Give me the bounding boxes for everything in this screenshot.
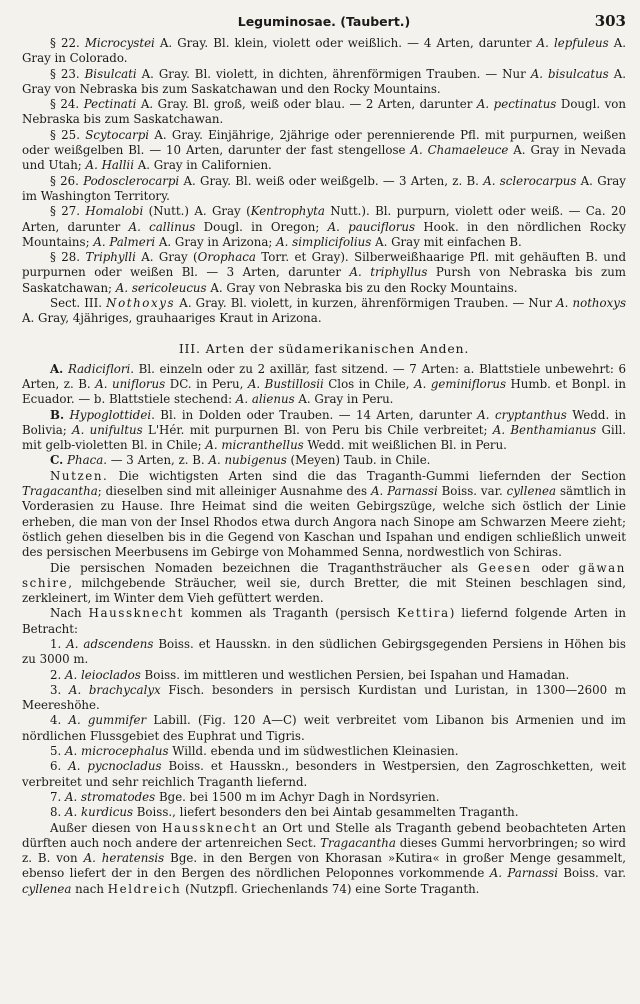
local-term: Kettira: [397, 606, 450, 621]
page-number: 303: [594, 12, 626, 30]
list-item: [22, 759, 626, 790]
text-run: oder: [531, 560, 579, 575]
text-run: 6.: [50, 759, 62, 774]
section-26-paragraph: [22, 174, 626, 205]
text-run: Wedd. mit weißlichen Bl. in Peru.: [303, 438, 507, 453]
species-name: A. Parnassi: [489, 866, 558, 881]
text-run: Humb. et Bonpl. in Ecuador. — b. Blattstiele stechend:: [22, 376, 626, 407]
text-run: . Bl. in Dolden oder Trauben. — 14 Arten, darunter: [151, 407, 478, 422]
text-run: , milchgebende Sträucher, weil sie, durch Bretter, die mit Steinen beschlagen sind, zerkleinert, im Winter dem Vieh gefüttert werden.: [22, 575, 626, 606]
list-item: [22, 805, 626, 820]
species-name: A. stromatodes: [65, 789, 156, 804]
species-name: A. unifultus: [72, 422, 143, 437]
text-run: Wedd. in Bolivia;: [22, 407, 627, 437]
species-name: A. pauciflorus: [327, 219, 416, 234]
text-run: 5.: [50, 744, 62, 759]
text-run: Hook. in den nördlichen Rocky Mountains;: [22, 219, 627, 249]
species-name: A. nothoxys: [556, 296, 627, 311]
species-name: A. uniflorus: [95, 376, 166, 391]
species-name: A. brachycalyx: [68, 682, 161, 697]
species-name: A. callinus: [128, 219, 196, 234]
group-name: Radiciflori: [67, 361, 131, 376]
section-number: § 26.: [50, 173, 79, 188]
group-name: Hypoglottidei: [69, 407, 152, 422]
text-run: A. Gray in Arizona;: [155, 234, 277, 249]
text-run: DC. in Peru,: [165, 376, 248, 391]
group-c-paragraph: [22, 453, 626, 468]
section-name: Bisulcati: [84, 66, 137, 81]
section-name: Homalobi: [85, 204, 144, 219]
group-label: B.: [50, 407, 65, 422]
text-run: A. Gray in Colorado.: [22, 36, 626, 66]
section-iii-nothoxys-paragraph: [22, 296, 626, 327]
group-label: C.: [50, 453, 64, 468]
list-item: [22, 790, 626, 805]
section-number: § 28.: [50, 250, 81, 265]
species-name: A. alienus: [235, 392, 295, 407]
list-item: [22, 744, 626, 759]
text-run: 1.: [50, 636, 62, 651]
section-number: § 23.: [50, 66, 80, 81]
author-name: Haussknecht: [88, 606, 184, 621]
synonym-name: Orophaca: [197, 250, 256, 265]
text-run: A. Gray von Nebraska bis zum Saskatchawan und den Rocky Mountains.: [22, 66, 626, 96]
text-run: kommen als Traganth (persisch: [183, 606, 398, 621]
text-run: A. Gray (: [135, 250, 198, 265]
section-22-paragraph: [22, 36, 626, 67]
species-name: A. geminiflorus: [414, 376, 506, 391]
variety-name: cyllenea: [506, 484, 557, 499]
list-item: [22, 668, 626, 683]
section-label: Sect. III.: [50, 296, 103, 311]
text-run: 8.: [50, 805, 62, 820]
text-run: 2.: [50, 667, 62, 682]
section-name: Microcystei: [84, 36, 155, 50]
section-name: Tragacantha: [22, 484, 98, 499]
text-run: Torr. et Gray). Silberweißhaarige Pfl. mit gehäuften B. und purpurnen oder weißen Bl. — 3 Arten, darunter: [22, 250, 626, 280]
nutzen-label: Nutzen.: [50, 468, 109, 483]
synonym-name: Kentrophyta: [250, 204, 325, 219]
species-name: A. micranthellus: [205, 438, 304, 453]
species-name: A. Chamaeleuce: [410, 143, 509, 158]
section-27-paragraph: [22, 204, 626, 250]
text-run: Boiss. im mittleren und westlichen Persien, bei Ispahan und Hamadan.: [140, 667, 570, 682]
text-run: Nutt.). Bl. purpurn, violett oder weiß. — Ca. 20 Arten, darunter: [22, 204, 626, 234]
section-name: Podosclerocarpi: [83, 173, 180, 188]
text-run: Willd. ebenda und im südwestlichen Kleinasien.: [168, 744, 459, 759]
text-run: 4.: [50, 713, 62, 728]
species-name: A. Parnassi: [370, 484, 438, 499]
text-run: Clos in Chile,: [323, 376, 415, 391]
list-item: [22, 683, 626, 714]
text-run: Boiss., liefert besonders den bei Aintab gesammelten Traganth.: [133, 805, 519, 820]
species-name: A. Palmeri: [93, 234, 156, 249]
species-name: A. nubigenus: [208, 453, 287, 468]
text-run: A. Gray. Bl. violett, in dichten, ährenförmigen Trauben. — Nur: [136, 66, 531, 81]
ausser-paragraph: [22, 821, 626, 897]
text-run: A. Gray. Bl. klein, violett oder weißlich. — 4 Arten, darunter: [154, 36, 537, 50]
local-term: gäwan schire: [22, 560, 626, 590]
section-name: Pectinati: [83, 97, 137, 112]
text-run: Boiss. var.: [557, 866, 626, 881]
section-24-paragraph: [22, 97, 626, 128]
text-run: 3.: [50, 682, 62, 697]
author-name: Haussknecht: [162, 820, 258, 835]
text-run: A. Gray. Bl. groß, weiß oder blau. — 2 Arten, darunter: [136, 97, 477, 112]
text-run: . — 3 Arten, z. B.: [103, 453, 209, 468]
text-run: ) liefernd folgende Arten in Betracht:: [22, 606, 627, 636]
text-run: Pursh von Nebraska bis zum Saskatchawan;: [22, 265, 626, 295]
variety-name: cyllenea: [22, 881, 72, 896]
species-name: A. lepfuleus: [536, 36, 609, 50]
text-run: A. Gray mit einfachen B.: [371, 234, 522, 249]
section-number: § 27.: [50, 204, 81, 219]
text-run: (Meyen) Taub. in Chile.: [286, 453, 431, 468]
section-number: § 24.: [50, 97, 80, 112]
species-name: A. pycnocladus: [68, 759, 162, 774]
species-name: A. microcephalus: [65, 744, 169, 759]
text-run: ; dieselben sind mit alleiniger Ausnahme des: [97, 484, 371, 499]
list-item: [22, 713, 626, 744]
author-name: Heldreich: [107, 881, 182, 896]
species-name: A. heratensis: [83, 851, 165, 866]
text-run: Fisch. besonders in persisch Kurdistan und Luristan, in 1300—2600 m Meereshöhe.: [22, 682, 627, 713]
text-run: Bge. bei 1500 m im Achyr Dagh in Nordsyrien.: [155, 789, 440, 804]
species-name: A. sericoleucus: [115, 280, 207, 295]
text-run: Bge. in den Bergen von Khorasan »Kutira« in großer Menge gesammelt, ebenso liefert der in den Bergen des nördlichen Peloponnes vorkommende: [22, 851, 626, 881]
running-head: Leguminosae. (Taubert.): [237, 14, 411, 29]
group-name: Phaca: [67, 453, 104, 468]
text-run: Die wichtigsten Arten sind die das Traganth-Gummi liefernden der Section: [108, 468, 626, 483]
section-number: § 22.: [50, 36, 80, 50]
group-a-paragraph: [22, 362, 626, 408]
section-23-paragraph: [22, 67, 626, 98]
section-name: Triphylli: [85, 250, 136, 265]
text-run: . Bl. einzeln oder zu 2 axillär, fast sitzend. — 7 Arten: a. Blattstiele unbewehrt: 6 Arten, z. B.: [22, 361, 626, 391]
text-run: A. Gray im Washington Territory.: [22, 173, 626, 203]
species-name: A. Benthamianus: [492, 422, 597, 437]
text-run: sämtlich in Vorderasien zu Hause. Ihre Heimat sind die weiten Gebirgszüge, welche sich östlich der Linie erheben, die man von der Insel Rhodos etwa durch Angora nach Sinope am Schwarzen Meere zieht; östlich gehen dieselben bis in die Gegend von Kaschan und Ispahan und endigen schließlich unweit des persischen Meerbusens im Gebirge von Mohammed Senna, nordwestlich von Schiras.: [22, 484, 626, 560]
species-name: A. simplicifolius: [276, 234, 372, 249]
text-run: L'Hér. mit purpurnen Bl. von Peru bis Chile verbreitet;: [142, 422, 493, 437]
species-name: A. leioclados: [65, 667, 141, 682]
text-run: 7.: [50, 789, 62, 804]
text-run: Nach: [50, 606, 89, 621]
haussknecht-paragraph: [22, 606, 626, 637]
text-run: Boiss. et Hausskn., besonders in Westpersien, den Zagroschketten, weit verbreitet und sehr reichlich Traganth liefernd.: [22, 759, 626, 789]
text-run: Dougl. in Oregon;: [195, 219, 328, 234]
text-run: Außer diesen von: [50, 820, 163, 835]
text-run: A. Gray. Bl. violett, in kurzen, ährenförmigen Trauben. — Nur: [175, 296, 557, 311]
species-name: A. sclerocarpus: [483, 173, 577, 188]
species-name: A. bisulcatus: [530, 66, 609, 81]
species-name: A. pectinatus: [476, 97, 557, 112]
group-b-paragraph: [22, 408, 626, 454]
section-heading-iii: III. Arten der südamerikanischen Anden.: [178, 340, 470, 356]
text-run: Die persischen Nomaden bezeichnen die Traganthsträucher als: [50, 560, 478, 575]
text-run: A. Gray, 4jähriges, grauhaariges Kraut in Arizona.: [22, 311, 322, 326]
text-run: A. Gray. Bl. weiß oder weißgelb. — 3 Arten, z. B.: [179, 173, 484, 188]
section-28-paragraph: [22, 250, 626, 296]
section-25-paragraph: [22, 128, 626, 174]
text-run: Labill. (Fig. 120 A—C) weit verbreitet vom Libanon bis Armenien und im nördlichen Flussgebiet des Euphrat und Tigris.: [22, 713, 626, 743]
section-name: Tragacantha: [320, 835, 396, 850]
page-header: [22, 10, 626, 36]
group-label: A.: [50, 361, 64, 376]
species-name: A. gummifer: [68, 713, 147, 728]
text-run: Boiss. et Hausskn. in den südlichen Gebirgsgegenden Persiens in Höhen bis zu 3000 m.: [22, 636, 626, 667]
text-run: Gill. mit gelb-violetten Bl. in Chile;: [22, 422, 626, 453]
species-list: [22, 637, 626, 821]
species-name: A. triphyllus: [349, 265, 428, 280]
section-number: § 25.: [50, 127, 80, 142]
text-run: dieses Gummi hervorbringen; so wird z. B. von: [22, 835, 626, 866]
section-name: Nothoxys: [106, 296, 176, 311]
text-run: nach: [71, 881, 108, 896]
text-run: Boiss. var.: [437, 484, 507, 499]
text-run: Dougl. von Nebraska bis zum Saskatchawan.: [22, 97, 626, 127]
list-item: [22, 637, 626, 668]
text-run: (Nutzpfl. Griechenlands 74) eine Sorte Traganth.: [181, 881, 480, 896]
species-name: A. cryptanthus: [477, 407, 567, 422]
text-run: A. Gray in Peru.: [294, 392, 394, 407]
section-name: Scytocarpi: [85, 127, 150, 142]
species-name: A. Hallii: [85, 158, 134, 173]
text-run: (Nutt.) A. Gray (: [143, 204, 251, 219]
text-run: A. Gray. Einjährige, 2jährige oder perennierende Pfl. mit purpurnen, weißen oder weißgelben Bl. — 10 Arten, darunter der fast stengellose: [22, 127, 627, 158]
text-run: A. Gray von Nebraska bis zu den Rocky Mountains.: [206, 280, 518, 295]
species-name: A. kurdicus: [65, 805, 134, 820]
species-name: A. adscendens: [66, 636, 154, 651]
nutzen-paragraph: [22, 469, 626, 561]
text-run: A. Gray in Californien.: [133, 158, 272, 173]
nomaden-paragraph: [22, 561, 626, 607]
species-name: A. Bustillosii: [247, 376, 324, 391]
local-term: Geesen: [478, 560, 532, 575]
text-run: A. Gray in Nevada und Utah;: [22, 143, 626, 173]
text-run: an Ort und Stelle als Traganth gebend beobachteten Arten dürften auch noch andere der artenreichen Sect.: [22, 820, 627, 850]
